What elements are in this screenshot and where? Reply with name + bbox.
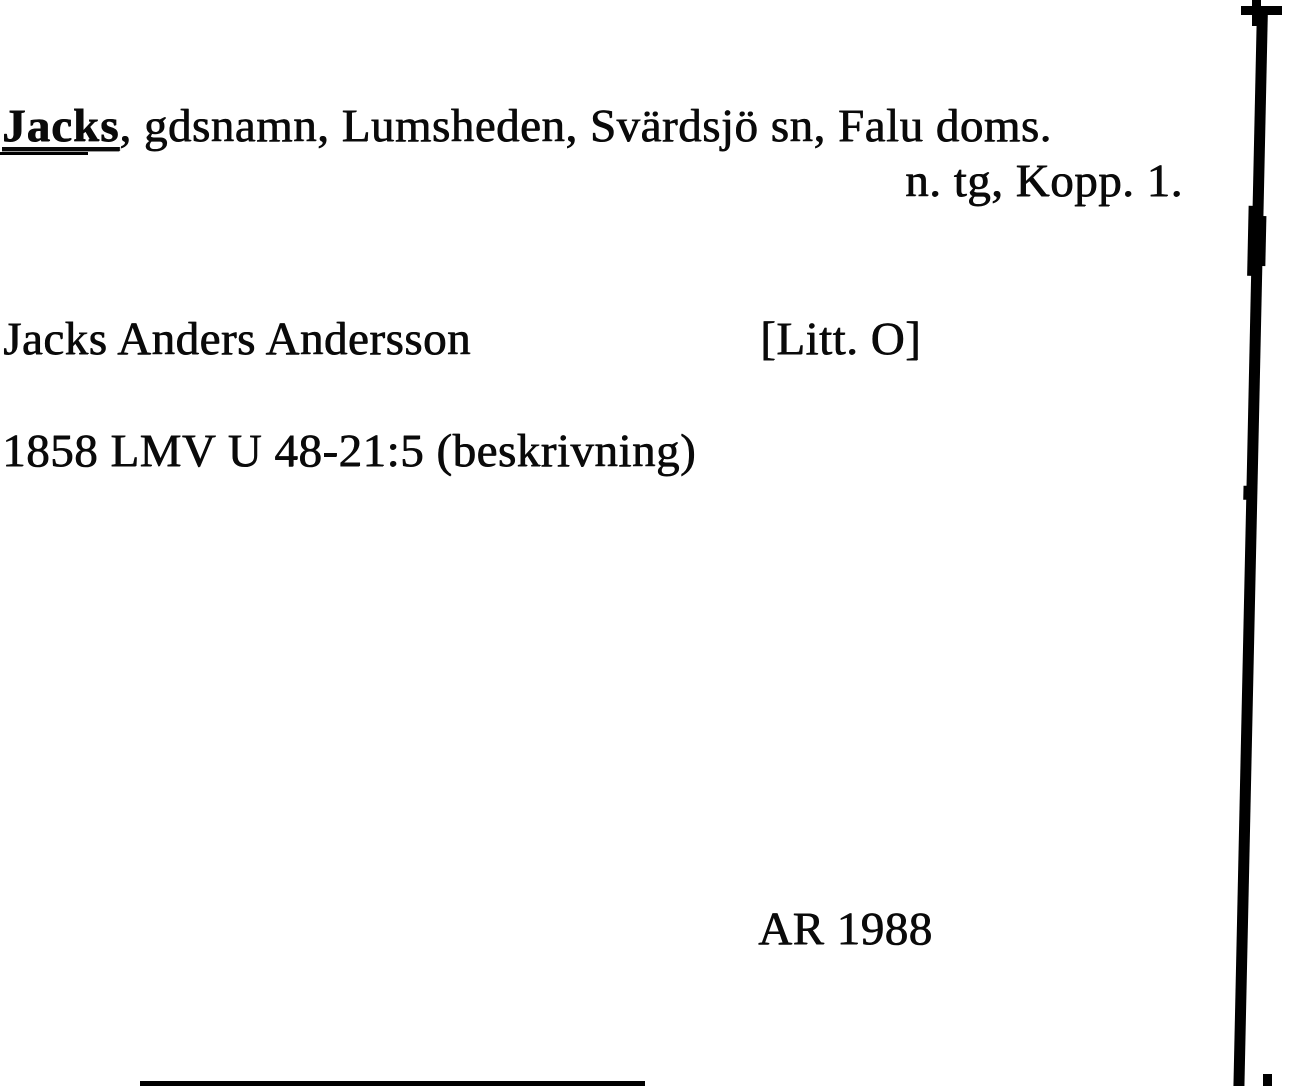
- heading-line: [2, 100, 1052, 152]
- person-name-line: Jacks Anders Andersson: [3, 313, 471, 365]
- card-edge-line: [1233, 6, 1268, 1086]
- year-note: AR 1988: [758, 903, 933, 955]
- source-line: 1858 LMV U 48-21:5 (beskrivning): [2, 425, 696, 477]
- heading-rest: , gdsnamn, Lumsheden, Svärdsjö sn, Falu doms.: [119, 100, 1052, 152]
- heading-keyword: Jacks: [2, 100, 120, 152]
- reference-line: n. tg, Kopp. 1.: [905, 155, 1183, 207]
- bottom-edge-artifact: [140, 1081, 645, 1086]
- ink-speck: [1263, 1074, 1272, 1086]
- underline-stray-stroke: [0, 152, 88, 155]
- edge-line-nub: [1243, 486, 1247, 500]
- edge-line-nub: [1261, 216, 1266, 266]
- edge-line-nub: [1247, 206, 1254, 276]
- litt-note: [Litt. O]: [760, 313, 922, 365]
